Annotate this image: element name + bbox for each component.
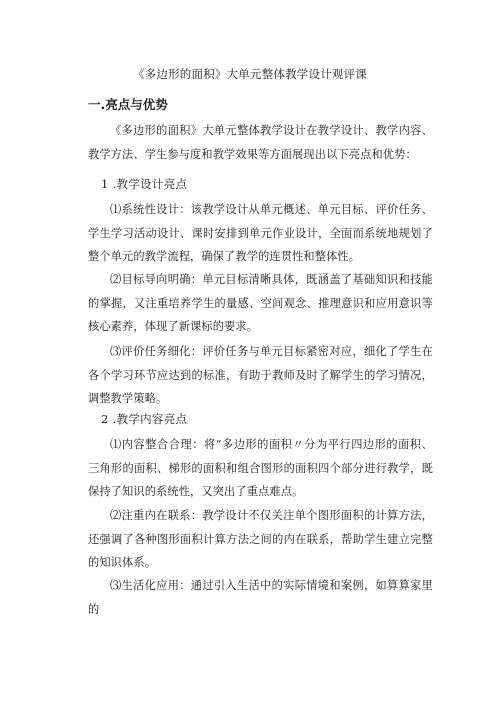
intro-paragraph: 《多边形的面积》大单元整体教学设计在教学设计、教学内容、教学方法、学生参与度和教学效果等方面展现出以下亮点和优势： [88, 124, 433, 161]
content-item-2-paragraph: ⑵注重内在联系：教学设计不仅关注单个图形面积的计算方法，还强调了各种图形面积计算方法之间的内在联系，帮助学生建立完整的知识体系。 [88, 509, 433, 569]
subheading-content-highlights: 2 .教学内容亮点 [101, 412, 188, 426]
design-item-2-paragraph: ⑵目标导向明确：单元目标清晰具体，既涵盖了基础知识和技能的掌握，又注重培养学生的量感、空间观念、推理意识和应用意识等核心素养，体现了新课标的要求。 [88, 273, 433, 333]
document-title: 《多边形的面积》大单元整体教学设计观评课 [133, 67, 367, 81]
content-item-1-paragraph: ⑴内容整合合理：将“多边形的面积〃分为平行四边形的面积、三角形的面积、梯形的面积和组合图形的面积四个部分进行教学，既保持了知识的系统性，又突出了重点难点。 [88, 438, 433, 498]
design-item-1-paragraph: ⑴系统性设计：该教学设计从单元概述、单元目标、评价任务、学生学习活动设计、课时安排到单元作业设计，全面而系统地规划了整个单元的教学流程，确保了教学的连贯性和整体性。 [88, 203, 433, 263]
content-item-3-paragraph: ⑶生活化应用：通过引入生活中的实际情境和案例，如算算家里的 [88, 579, 433, 616]
subheading-design-highlights: 1 .教学设计亮点 [101, 177, 188, 191]
design-item-3-paragraph: ⑶评价任务细化：评价任务与单元目标紧密对应，细化了学生在各个学习环节应达到的标准，有助于教师及时了解学生的学习情况，调整教学策略。 [88, 345, 433, 405]
section-heading-highlights: 一.亮点与优势 [88, 97, 168, 112]
